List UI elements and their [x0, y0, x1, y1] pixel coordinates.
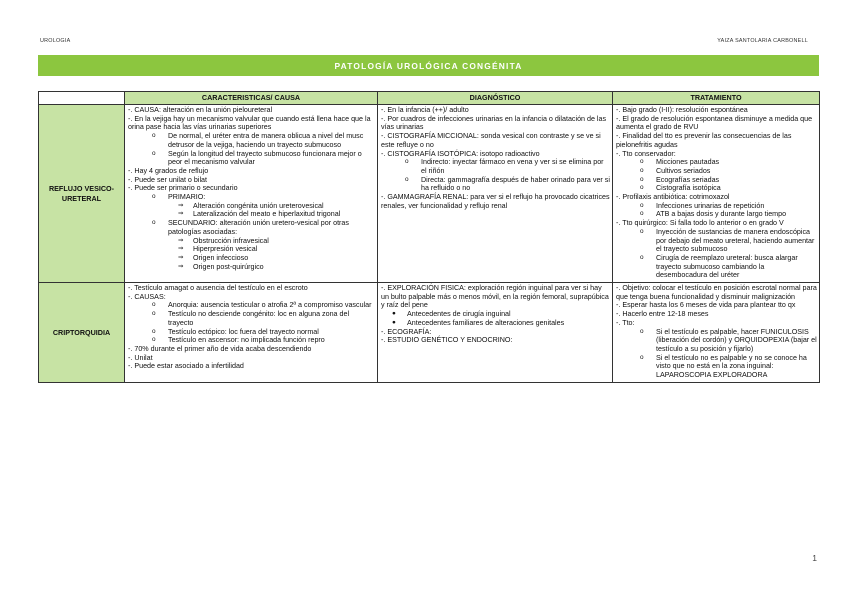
- list-item-text: Lateralización del meato e hiperlaxitud trigonal: [193, 210, 341, 219]
- list-item-text: -. Esperar hasta los 6 meses de vida para plantear tto qx: [616, 301, 796, 310]
- list-item-text: Según la longitud del trayecto submucoso funcionara mejor o peor el mecanismo valvular: [168, 149, 362, 167]
- column-header-blank: [39, 92, 125, 105]
- list-item-text: -. Puede estar asociado a infertilidad: [128, 362, 244, 371]
- list-item-text: PRIMARIO:: [168, 193, 206, 202]
- list-item: [381, 132, 610, 149]
- list-item: [616, 310, 817, 319]
- arrow-bullet-icon: ⇒: [178, 210, 184, 218]
- list-item: [381, 336, 610, 345]
- table-header-row: [39, 92, 820, 105]
- list-item-text: -. Objetivo: colocar el testículo en posición escrotal normal para que tenga buena funcionalidad y disminuir malignización: [616, 284, 817, 301]
- cell-caracteristicas: [125, 283, 378, 383]
- list-item-text: Cirugía de reemplazo ureteral: busca alargar trayecto submucoso cambiando la desembocadura del uréter: [656, 253, 798, 280]
- list-item: [128, 254, 375, 263]
- list-item: [616, 106, 817, 115]
- list-item: [128, 150, 375, 167]
- list-item: [128, 354, 375, 363]
- list-item-text: -. CAUSAS:: [128, 292, 166, 301]
- circle-bullet-icon: o: [152, 310, 156, 318]
- list-item-text: -. Tto:: [616, 318, 635, 327]
- list-item: [128, 193, 375, 202]
- list-item-text: -. Bajo grado (I-II): resolución espontánea: [616, 106, 748, 114]
- list-item: [128, 362, 375, 371]
- list-item: [616, 184, 817, 193]
- list-item-text: Alteración congénita unión ureterovesical: [193, 201, 324, 210]
- list-item: [128, 184, 375, 193]
- circle-bullet-icon: o: [152, 301, 156, 309]
- list-item-text: Antecedentes familiares de alteraciones genitales: [407, 318, 565, 327]
- list-item: [128, 336, 375, 345]
- list-item: [616, 328, 817, 354]
- list-item: [128, 310, 375, 327]
- arrow-bullet-icon: ⇒: [178, 201, 184, 209]
- list-item-text: Si el testículo es palpable, hacer FUNICULOSIS (liberación del cordón) y ORQUIDOPEXIA (bajar el testículo a su posición y fijarlo): [656, 327, 817, 353]
- list-item-text: Directa: gammagrafía después de haber orinado para ver si ha refluido o no: [421, 175, 610, 193]
- list-item-text: Anorquia: ausencia testicular o atrofia 2ª a compromiso vascular: [168, 301, 372, 310]
- list-item: [616, 167, 817, 176]
- list-item: [616, 228, 817, 254]
- table-row: [39, 105, 820, 283]
- circle-bullet-icon: o: [640, 158, 644, 166]
- list-item: [128, 345, 375, 354]
- list-item-text: -. Tto conservador:: [616, 149, 676, 158]
- list-item: [128, 106, 375, 115]
- header-subject: UROLOGIA: [40, 38, 71, 44]
- dot-bullet-icon: ●: [392, 310, 396, 318]
- list-item: [128, 167, 375, 176]
- list-item: [616, 354, 817, 380]
- list-item: [128, 202, 375, 211]
- circle-bullet-icon: o: [640, 184, 644, 192]
- list-item-text: -. Tto quirúrgico: Si falla todo lo anterior o en grado V: [616, 219, 784, 228]
- cell-diagnostico: [378, 105, 613, 283]
- list-item-text: Si el testículo no es palpable y no se conoce ha visto que no está en la zona inguinal: LAPAROSCOPIA EXPLORADORA: [656, 353, 807, 380]
- arrow-bullet-icon: ⇒: [178, 253, 184, 261]
- list-item: [616, 210, 817, 219]
- list-item-text: -. GAMMAGRAFÍA RENAL: para ver si el reflujo ha provocado cicatrices renales, ver funcionalidad y reflujo renal: [381, 193, 610, 210]
- list-item: [381, 106, 610, 115]
- circle-bullet-icon: o: [640, 201, 644, 209]
- arrow-bullet-icon: ⇒: [178, 245, 184, 253]
- circle-bullet-icon: o: [640, 227, 644, 235]
- list-item-text: -. En la infancia (++)/ adulto: [381, 106, 469, 114]
- pathology-table: [38, 91, 820, 383]
- list-item: [128, 245, 375, 254]
- list-item: [128, 293, 375, 302]
- circle-bullet-icon: o: [640, 175, 644, 183]
- column-header-caracteristicas: CARACTERISTICAS/ CAUSA: [125, 92, 378, 105]
- list-item: [616, 158, 817, 167]
- circle-bullet-icon: o: [152, 193, 156, 201]
- list-item-text: Indirecto: inyectar fármaco en vena y ver si se elimina por el riñón: [421, 158, 604, 175]
- circle-bullet-icon: o: [640, 253, 644, 261]
- list-item: [128, 284, 375, 293]
- list-item: [381, 115, 610, 132]
- circle-bullet-icon: o: [152, 336, 156, 344]
- document-title-banner: PATOLOGÍA UROLÓGICA CONGÉNITA: [38, 55, 819, 76]
- list-item-text: -. CAUSA: alteración en la unión pieloureteral: [128, 106, 273, 114]
- list-item: [128, 176, 375, 185]
- cell-tratamiento: [613, 105, 820, 283]
- list-item-text: -. CISTOGRAFÍA ISOTÓPICA: isotopo radioactivo: [381, 149, 540, 158]
- list-item-text: -. Unilat: [128, 353, 153, 362]
- list-item-text: Testículo no desciende congénito: loc en alguna zona del trayecto: [168, 310, 350, 327]
- list-item-text: -. Hacerlo entre 12-18 meses: [616, 310, 709, 319]
- list-item-text: -. Puede ser unilat o bilat: [128, 175, 207, 184]
- list-item: [616, 193, 817, 202]
- list-item: [381, 158, 610, 175]
- table-row: [39, 283, 820, 383]
- list-item: [381, 150, 610, 159]
- list-item: [381, 284, 610, 310]
- circle-bullet-icon: o: [640, 353, 644, 361]
- list-item-text: Origen post-quirúrgico: [193, 262, 264, 271]
- list-item-text: -. 70% durante el primer año de vida acaba descendiendo: [128, 344, 312, 353]
- list-item-text: Obstrucción infravesical: [193, 236, 269, 245]
- list-item-text: Hiperpresión vesical: [193, 245, 258, 254]
- list-item: [381, 310, 610, 319]
- list-item: [128, 237, 375, 246]
- list-item-text: -. Finalidad del tto es prevenir las consecuencias de las pielonefritis agudas: [616, 132, 792, 149]
- list-item: [128, 328, 375, 337]
- list-item-text: De normal, el uréter entra de manera oblicua a nivel del musc detrusor de la vejiga, haciendo un trayecto submucoso: [168, 132, 364, 149]
- list-item-text: Antecedentes de cirugía inguinal: [407, 310, 511, 319]
- row-header-pathology: REFLUJO VESICO-URETERAL: [39, 105, 125, 283]
- list-item: [381, 319, 610, 328]
- list-item-text: Cistografía isotópica: [656, 184, 721, 193]
- list-item-text: Ecografías seriadas: [656, 175, 720, 184]
- list-item: [128, 301, 375, 310]
- column-header-tratamiento: TRATAMIENTO: [613, 92, 820, 105]
- list-item: [128, 132, 375, 149]
- dot-bullet-icon: ●: [392, 318, 396, 326]
- circle-bullet-icon: o: [640, 210, 644, 218]
- list-item-text: Infecciones urinarias de repetición: [656, 201, 765, 210]
- list-item-text: Cultivos seriados: [656, 166, 711, 175]
- list-item: [616, 301, 817, 310]
- list-item-text: -. Puede ser primario o secundario: [128, 184, 238, 193]
- list-item-text: Testículo ectópico: loc fuera del trayecto normal: [168, 327, 319, 336]
- list-item: [128, 115, 375, 132]
- list-item-text: Origen infeccioso: [193, 253, 249, 262]
- list-item-text: -. Testículo amagat o ausencia del testículo en el escroto: [128, 284, 308, 293]
- arrow-bullet-icon: ⇒: [178, 236, 184, 244]
- circle-bullet-icon: o: [405, 175, 409, 183]
- circle-bullet-icon: o: [152, 219, 156, 227]
- list-item: [616, 150, 817, 159]
- list-item-text: -. Hay 4 grados de reflujo: [128, 166, 209, 175]
- circle-bullet-icon: o: [405, 158, 409, 166]
- circle-bullet-icon: o: [152, 149, 156, 157]
- circle-bullet-icon: o: [152, 327, 156, 335]
- cell-tratamiento: [613, 283, 820, 383]
- list-item: [381, 176, 610, 193]
- list-item-text: -. Por cuadros de infecciones urinarias en la infancia o dilatación de las vías urinarias: [381, 114, 607, 132]
- list-item-text: -. EXPLORACIÓN FISICA: exploración región inguinal para ver si hay un bulto palpable más o menos móvil, en la región femoral, suprapúbica y raíz del pene: [381, 284, 609, 310]
- list-item-text: Testículo en ascensor: no implicada función repro: [168, 336, 325, 345]
- list-item-text: ATB a bajas dosis y durante largo tiempo: [656, 210, 787, 219]
- column-header-diagnostico: DIAGNÓSTICO: [378, 92, 613, 105]
- list-item-text: SECUNDARIO: alteración unión uretero-vesical por otras patologías asociadas:: [168, 219, 349, 236]
- list-item: [616, 219, 817, 228]
- list-item: [616, 132, 817, 149]
- list-item: [128, 263, 375, 272]
- list-item: [616, 284, 817, 301]
- list-item-text: Inyección de sustancias de manera endoscópica por debajo del meato ureteral, haciendo aumentar el trayecto submucoso: [656, 227, 815, 254]
- list-item: [616, 254, 817, 280]
- list-item: [616, 319, 817, 328]
- list-item-text: -. ECOGRAFÍA:: [381, 327, 432, 336]
- page-number: 1: [812, 553, 817, 563]
- list-item: [616, 115, 817, 132]
- list-item: [381, 193, 610, 210]
- list-item: [616, 202, 817, 211]
- list-item-text: Micciones pautadas: [656, 158, 720, 167]
- list-item: [128, 219, 375, 236]
- circle-bullet-icon: o: [640, 166, 644, 174]
- list-item-text: -. Profilaxis antibiótica: cotrimoxazol: [616, 193, 730, 202]
- list-item-text: -. El grado de resolución espontanea disminuye a medida que aumenta el grado de RVU: [616, 114, 813, 132]
- list-item: [381, 328, 610, 337]
- list-item: [616, 176, 817, 185]
- header-author: YAIZA SANTOLARIA CARBONELL: [717, 38, 808, 44]
- circle-bullet-icon: o: [152, 132, 156, 140]
- arrow-bullet-icon: ⇒: [178, 262, 184, 270]
- cell-diagnostico: [378, 283, 613, 383]
- cell-caracteristicas: [125, 105, 378, 283]
- row-header-pathology: CRIPTORQUIDIA: [39, 283, 125, 383]
- list-item-text: -. En la vejiga hay un mecanismo valvular que cuando está llena hace que la orina pase hacia las vías urinarias superiores: [128, 114, 371, 132]
- circle-bullet-icon: o: [640, 327, 644, 335]
- list-item-text: -. CISTOGRAFÍA MICCIONAL: sonda vesical con contraste y se ve si este refluye o no: [381, 132, 601, 149]
- list-item: [128, 210, 375, 219]
- list-item-text: -. ESTUDIO GENÉTICO Y ENDOCRINO:: [381, 336, 513, 345]
